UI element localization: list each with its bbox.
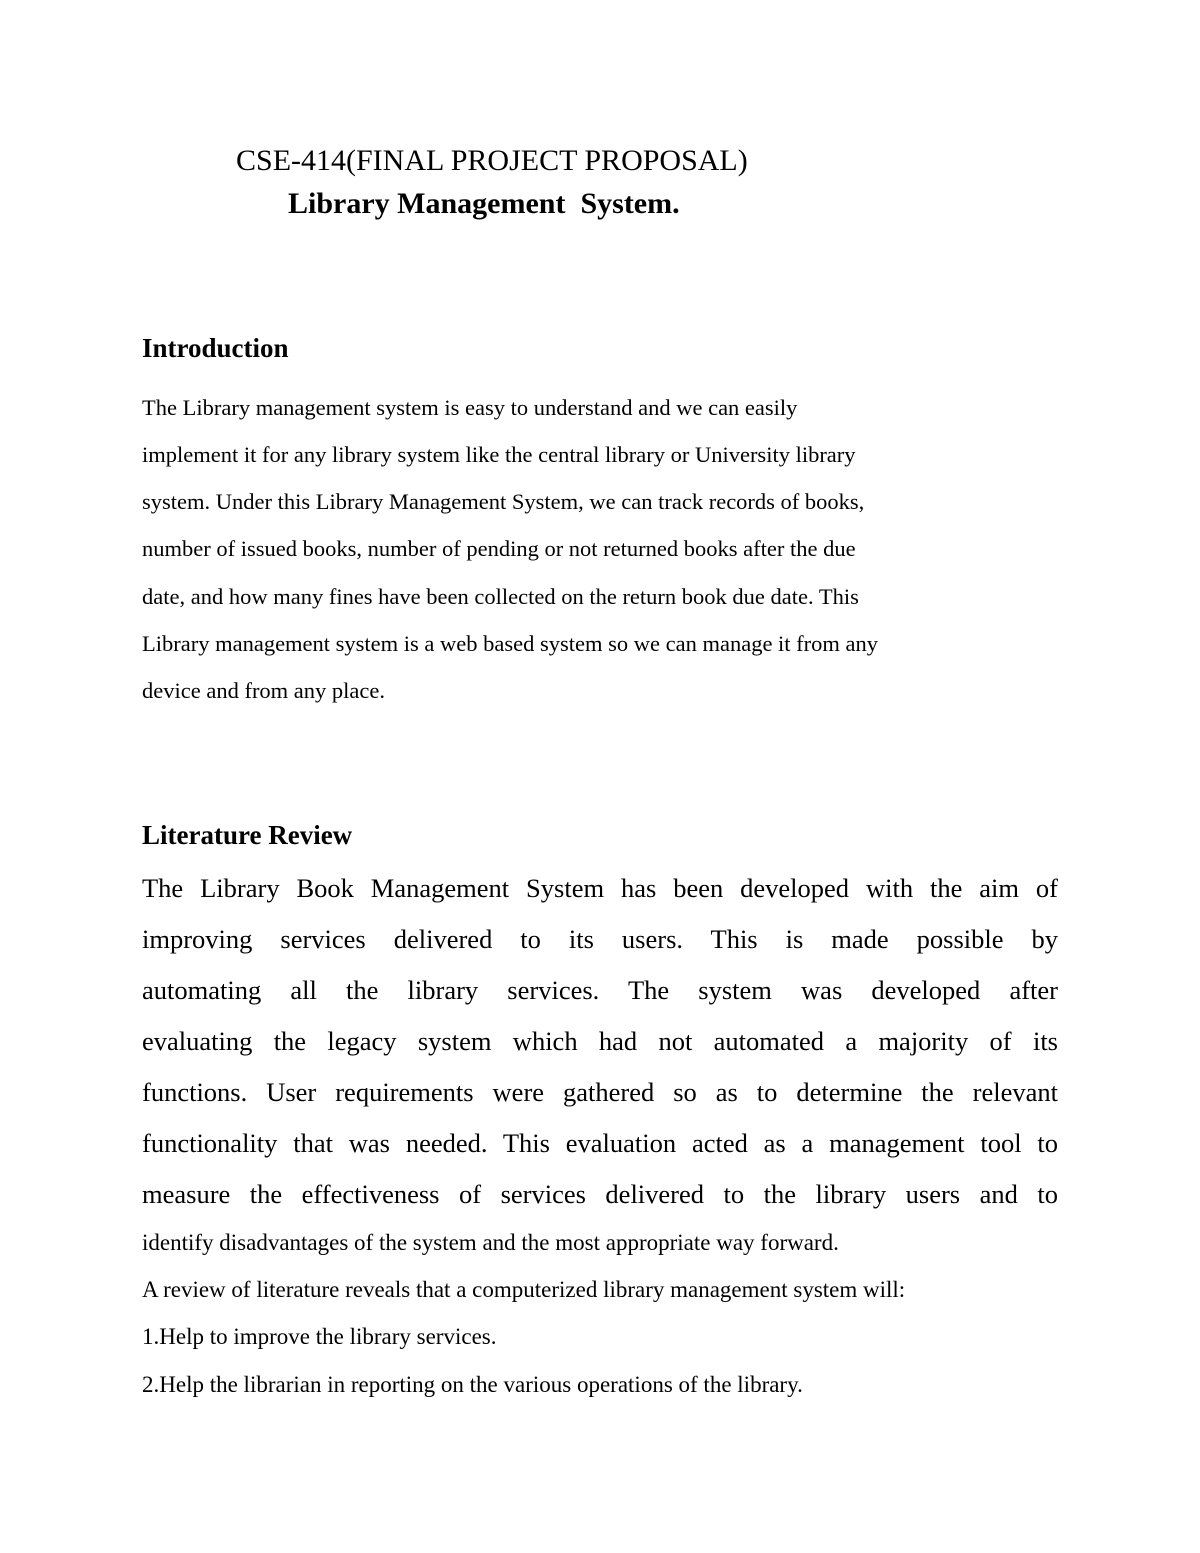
introduction-line: The Library management system is easy to understand and we can easily <box>142 395 798 420</box>
literature-review-line: improving services delivered to its users. This is made possible by <box>142 924 1058 954</box>
introduction-line: number of issued books, number of pending or not returned books after the due <box>142 536 856 561</box>
introduction-line: system. Under this Library Management System, we can track records of books, <box>142 489 865 514</box>
introduction-line: date, and how many fines have been collected on the return book due date. This <box>142 584 859 609</box>
literature-review-line: functions. User requirements were gathered so as to determine the relevant <box>142 1077 1058 1107</box>
introduction-heading: Introduction <box>142 333 289 363</box>
document-title-project: Library Management System. <box>288 187 680 220</box>
literature-review-line: functionality that was needed. This evaluation acted as a management tool to <box>142 1128 1058 1158</box>
document-title-course: CSE-414(FINAL PROJECT PROPOSAL) <box>236 144 748 177</box>
list-item: 1.Help to improve the library services. <box>142 1324 497 1349</box>
literature-review-line: automating all the library services. The system was developed after <box>142 975 1058 1005</box>
introduction-line: Library management system is a web based system so we can manage it from any <box>142 631 879 656</box>
introduction-line: device and from any place. <box>142 678 386 703</box>
literature-review-line: A review of literature reveals that a computerized library management system will: <box>142 1277 906 1302</box>
introduction-line: implement it for any library system like the central library or University library <box>142 442 856 467</box>
literature-review-line: The Library Book Management System has been developed with the aim of <box>142 873 1058 903</box>
literature-review-line: identify disadvantages of the system and the most appropriate way forward. <box>142 1230 839 1255</box>
list-item: 2.Help the librarian in reporting on the various operations of the library. <box>142 1372 803 1397</box>
literature-review-line: measure the effectiveness of services delivered to the library users and to <box>142 1179 1058 1209</box>
literature-review-heading: Literature Review <box>142 820 353 850</box>
literature-review-line: evaluating the legacy system which had not automated a majority of its <box>142 1026 1058 1056</box>
